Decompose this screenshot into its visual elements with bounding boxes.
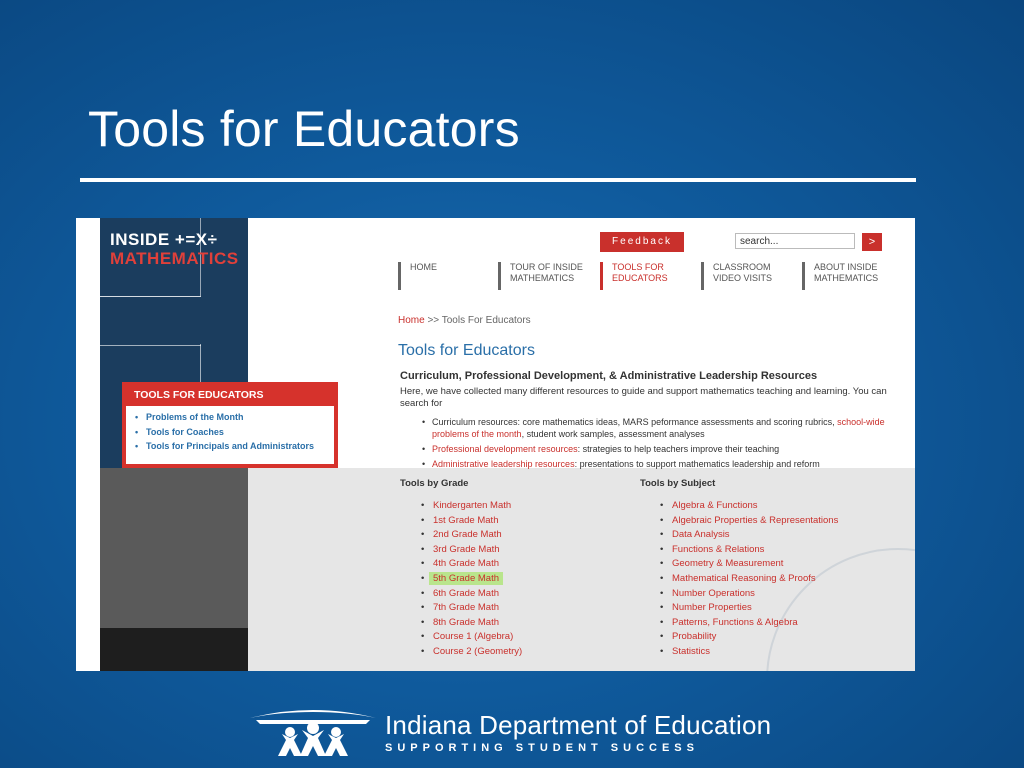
left-margin [76,218,100,671]
tools-for-educators-box [122,382,338,468]
admin-resources-link[interactable]: Administrative leadership resources [432,459,575,469]
grade-link[interactable]: • 5th Grade Math [421,572,522,587]
pd-resources-link[interactable]: Professional development resources [432,444,578,454]
nav-home[interactable]: HOME [398,262,437,290]
sidebar-grey-panel [100,468,248,628]
decor-outline [200,344,201,384]
subject-list [660,499,838,660]
org-tagline: SUPPORTING STUDENT SUCCESS [385,742,699,754]
grade-link[interactable]: • 7th Grade Math [421,601,522,616]
subject-link[interactable]: • Patterns, Functions & Algebra [660,616,838,631]
grade-link[interactable]: • 3rd Grade Math [421,543,522,558]
idoe-logo-icon [248,704,378,760]
subject-link[interactable]: • Data Analysis [660,528,838,543]
subject-link[interactable]: • Number Operations [660,587,838,602]
subject-link[interactable]: • Statistics [660,645,838,660]
grade-link[interactable]: • Course 2 (Geometry) [421,645,522,660]
grade-link[interactable]: • 8th Grade Math [421,616,522,631]
nav-about[interactable]: ABOUT INSIDE MATHEMATICS [802,262,878,290]
intro-text: Here, we have collected many different resources to guide and support mathematics teaching and learning. You can search for [400,386,887,409]
list-item: • Professional development resources: strategies to help teachers improve their teaching [406,443,896,455]
nav-classroom-video[interactable]: CLASSROOM VIDEO VISITS [701,262,772,290]
slide-title: Tools for Educators [88,101,520,157]
subject-link[interactable]: • Probability [660,630,838,645]
nav-tools-for-educators[interactable]: TOOLS FOR EDUCATORS [600,262,668,290]
grade-link[interactable]: • 1st Grade Math [421,514,522,529]
list-item: • Administrative leadership resources: presentations to support mathematics leadership and reform [406,458,896,470]
sidebar-link-problems-of-month[interactable]: • Problems of the Month [126,410,334,425]
subject-link[interactable]: • Algebraic Properties & Representations [660,514,838,529]
search-input[interactable] [735,233,855,249]
tools-box-header: TOOLS FOR EDUCATORS [126,386,334,406]
breadcrumb-home-link[interactable]: Home [398,315,425,326]
sidebar-black-panel [100,628,248,671]
feedback-button[interactable]: Feedback [600,232,684,252]
tools-by-grade-heading: Tools by Grade [400,478,469,489]
resource-list [406,416,896,473]
breadcrumb-current: >> Tools For Educators [424,315,531,326]
decor-outline [82,296,201,346]
grade-link[interactable]: • Course 1 (Algebra) [421,630,522,645]
subject-link[interactable]: • Number Properties [660,601,838,616]
sidebar-link-principals-admins[interactable]: • Tools for Principals and Administrators [126,439,334,454]
list-item: • Curriculum resources: core mathematics ideas, MARS peformance assessments and scoring rubrics, school-wide problems of the month, student work samples, assessment analyses [406,416,896,440]
grade-link[interactable]: • Kindergarten Math [421,499,522,514]
problems-of-month-link[interactable]: school-wide problems of the month [432,417,885,439]
breadcrumb [398,315,531,326]
grade-link[interactable]: • 2nd Grade Math [421,528,522,543]
section-subheading: Curriculum, Professional Development, & Administrative Leadership Resources [400,370,818,382]
tools-by-subject-heading: Tools by Subject [640,478,716,489]
website-screenshot [76,218,915,671]
sidebar-link-tools-for-coaches[interactable]: • Tools for Coaches [126,425,334,440]
nav-tour[interactable]: TOUR OF INSIDE MATHEMATICS [498,262,583,290]
grade-link[interactable]: • 6th Grade Math [421,587,522,602]
grade-list [421,499,522,660]
page-heading: Tools for Educators [398,342,535,359]
subject-link[interactable]: • Geometry & Measurement [660,557,838,572]
search-submit-button[interactable]: > [862,233,882,251]
logo-line1: INSIDE +=X÷ [110,230,218,249]
subject-link[interactable]: • Mathematical Reasoning & Proofs [660,572,838,587]
logo-line2: MATHEMATICS [110,249,239,268]
subject-link[interactable]: • Algebra & Functions [660,499,838,514]
org-name: Indiana Department of Education [385,710,772,740]
grade-link[interactable]: • 4th Grade Math [421,557,522,572]
inside-mathematics-logo[interactable] [110,230,239,268]
subject-link[interactable]: • Functions & Relations [660,543,838,558]
title-divider [80,178,916,182]
